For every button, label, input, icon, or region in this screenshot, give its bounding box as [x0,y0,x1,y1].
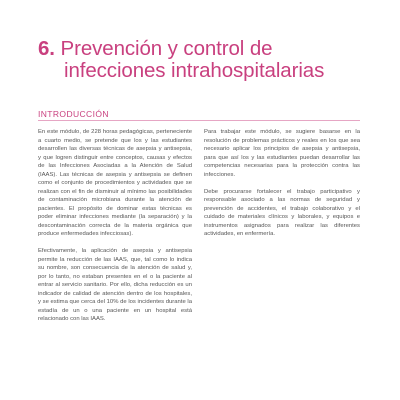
chapter-title-line-2: infecciones intrahospitalarias [64,59,325,82]
chapter-title-line-1 [38,38,378,60]
right-column [204,128,360,247]
chapter-title-text-1: Prevención y control de [60,37,273,60]
section-heading: INTRODUCCIÓN [38,109,109,119]
right-paragraph-2: Debe procurarse fortalecer el trabajo participativo y responsable asociado a las normas de seguridad y prevención de accidentes, el trabajo colaborativo y el cuidado de materiales clínicos y laborales, y equipos e instrumentos asignados para realizar las diferentes actividades, en enfermería. [204,188,360,237]
left-column [38,128,192,332]
right-paragraph-1: Para trabajar este módulo, se sugiere basarse en la resolución de problemas prácticos y reales en los que sea necesario aplicar los principios de asepsia y antisepsia, para que así los y las estudiantes puedan desarrollar las competencias necesarias para la protección contra las infecciones. [204,129,360,178]
section-divider [38,120,360,121]
left-paragraph-1: En este módulo, de 228 horas pedagógicas, perteneciente a cuarto medio, se pretende que los y las estudiantes desarrollen las diversas técnicas de asepsia y antisepsia, y que logren distinguir entre conceptos, causas y efectos de las Infecciones Asociadas a la Atención de Salud (IAAS). Las técnicas de asepsia y antisepsia se definen como el conjunto de procedimientos y actividades que se realizan con el fin de disminuir al mínimo las posibilidades de contaminación microbiana durante la atención de pacientes. El propósito de dominar estas técnicas es poder eliminar infecciones mediante (la separación) y la descontaminación correcta de la materia orgánica que produce enfermedades infecciosas). [38,129,192,237]
left-paragraph-2: Efectivamente, la aplicación de asepsia y antisepsia permite la reducción de las IAAS, que, tal como lo indica su nombre, son consecuencia de la atención de salud y, por lo tanto, no estaban presentes en el o la paciente al entrar al servicio sanitario. Por ello, dicha reducción es un indicador de calidad de atención dentro de los hospitales, y se estima que cerca del 10% de los incidentes durante la estadía de un o una paciente en un hospital está relacionado con las IAAS. [38,248,192,322]
chapter-number: 6. [38,37,55,60]
chapter-title [38,38,378,82]
